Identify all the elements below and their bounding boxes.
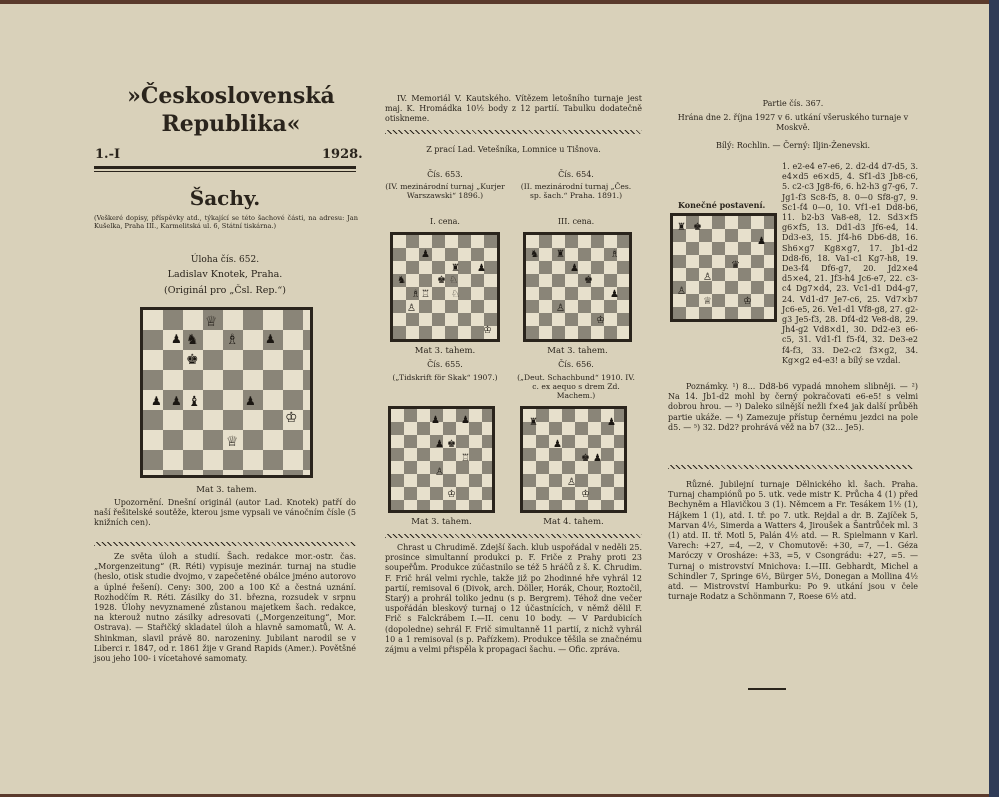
game-info: Hrána dne 2. října 1927 v 6. utkání všeruského turnaje v Moskvě. <box>677 113 909 133</box>
black-knight-icon: ♞ <box>186 332 199 348</box>
problem-653-prize: I. cena. <box>430 217 460 226</box>
address-note: (Veškeré dopisy, příspěvky atd., týkající se této šachové části, na adresu: Jan Kušelka, Praha III., Karmelitská ul. 6, Státní tiskárna.) <box>94 214 358 230</box>
from-works-heading: Z prací Lad. Vetešníka, Lomnice u Tišnova. <box>426 145 601 154</box>
header-rule-thin <box>94 171 356 172</box>
problem-654-prize: III. cena. <box>557 217 595 226</box>
game-moves: 1. e2-e4 e7-e6, 2. d2-d4 d7-d5, 3. e4×d5 e6×d5, 4. Sf1-d3 Jb8-c6, 5. c2-c3 Jg8-f6, 6. h2-h3 g7-g6, 7. Jg1-f3 Sc8-f5, 8. 0—0 Sf8-g7, 9. Sc1-f4 0—0, 10. Vf1-e1 Dd8-b6, 11. b2-b3 Va8-e8, 12. Sd3×f5 g6×f5, 13. Dd1-d3 Jf6-e4, 14. Dd3-e3, 15. Jf4-h6 Db6-d8, 16. Sh6×g7 Kg8×g7, 17. Jb1-d2 Dd8-f6, 18. Va1-c1 Kg7-h8, 19. De3-f4 Df6-g7, 20. Jd2×e4 d5×e4, 21. Jf3-h4 Jc6-e7, 22. c3-c4 Dg7×d4, 23. Vc1-d1 Dd4-g7, 24. Vd1-d7 Je7-c6, 25. Vd7×b7 Jc6-e5, 26. Ve1-d1 Vf8-g8, 27. g2-g3 Je5-f3, 28. Df4-d2 Ve8-d8, 29. Jh4-g2 Vd8×d1, 30. Dd2-e3 e6-c5, 31. Vd1-f1 f5-f4, 32. De3-e2 f4-f3, 33. De2-c2 f3×g2, 34. Kg×g2 e4-e3! a bílý se vzdal. <box>782 162 918 365</box>
black-pawn-icon: ♟ <box>570 263 579 274</box>
black-king-icon: ♚ <box>437 275 446 286</box>
title-line-1: »Československá <box>127 83 335 109</box>
header-rule <box>94 166 356 169</box>
black-pawn-icon: ♟ <box>610 289 619 300</box>
problem-656-source: („Deut. Schachbund“ 1910. IV. c. ex aequo s drem Zd. Machem.) <box>517 373 635 400</box>
white-knight-icon: ♘ <box>451 289 460 300</box>
white-rook-icon: ♖ <box>421 289 430 300</box>
black-pawn-icon: ♟ <box>151 394 162 408</box>
white-king-icon: ♔ <box>447 489 456 500</box>
black-pawn-icon: ♟ <box>421 249 430 260</box>
black-pawn-icon: ♟ <box>435 439 444 450</box>
problem-652-origin: (Originál pro „Čsl. Rep.“) <box>164 285 286 296</box>
final-position-label: Konečné postavení. <box>678 200 766 210</box>
chess-diagram-652 <box>140 307 313 478</box>
white-pawn-icon: ♙ <box>556 303 565 314</box>
black-knight-icon: ♞ <box>530 249 539 260</box>
white-king-icon: ♔ <box>596 315 605 326</box>
separator-wave <box>668 465 913 469</box>
black-king-icon: ♚ <box>693 222 702 233</box>
white-queen-icon: ♕ <box>703 296 712 307</box>
separator-wave <box>385 130 642 134</box>
white-king-icon: ♔ <box>285 410 298 426</box>
problem-654-caption: Mat 3. tahem. <box>547 346 608 356</box>
book-cover-edge <box>989 0 999 797</box>
chess-diagram-653 <box>390 232 500 342</box>
white-knight-icon: ♘ <box>449 275 458 286</box>
separator-wave <box>385 534 642 538</box>
chess-diagram-654 <box>523 232 632 342</box>
white-king-icon: ♔ <box>483 325 492 336</box>
game-number: Partie čís. 367. <box>762 99 824 108</box>
black-rook-icon: ♜ <box>451 263 460 274</box>
white-bishop-icon: ♗ <box>226 332 239 348</box>
title-line-2: Republika« <box>161 111 301 137</box>
chess-diagram-655 <box>388 406 495 513</box>
problem-652-number: Úloha čís. 652. <box>190 255 260 265</box>
section-heading: Šachy. <box>189 186 261 210</box>
problem-653-source: (IV. mezinárodní turnaj „Kurjer Warszawski“ 1896.) <box>385 182 505 200</box>
black-rook-icon: ♜ <box>677 222 686 233</box>
problem-655-caption: Mat 3. tahem. <box>411 517 472 527</box>
end-ornament <box>748 688 786 690</box>
black-bishop-icon: ♝ <box>188 394 201 410</box>
black-pawn-icon: ♟ <box>553 439 562 450</box>
black-pawn-icon: ♟ <box>477 263 486 274</box>
black-pawn-icon: ♟ <box>461 415 470 426</box>
white-queen-icon: ♕ <box>226 434 239 450</box>
black-pawn-icon: ♟ <box>245 394 256 408</box>
black-pawn-icon: ♟ <box>607 417 616 428</box>
black-rook-icon: ♜ <box>529 417 538 428</box>
white-rook-icon: ♖ <box>461 453 470 464</box>
chess-diagram-656 <box>520 406 627 513</box>
ruzne-paragraph: Různé. Jubilejní turnaje Dělnického kl. šach. Praha. Turnaj champiónů po 5. utk. vede mistr K. Průcha 4 (1) před Bechyněm a Hlavičkou 3 (1). Němcem a Fr. Tesákem 1½ (1), Hájkem 1 (1), atd. I. tř. po 7. utk. Rejdal a dr. B. Zajíček 5, Marvan 4½, Simerda a Watters 4, Jiroušek a Šantrůček ml. 3 (1) atd. II. tř. Motl 5, Palán 4½ atd. — R. Spielmann v Karl. Varech: +27, =4, —2, v Chomutově: +30, =7, —1. Géza Maróczy v Orosháze: +33, =5, v Csongrádu: +27, =5. — Turnaj o mistrovství Mnichova: I.—III. Gebhardt, Michel a Schindler 7, Springe 6½, Bürger 5½, Donegan a Mollina 4½ atd. — Mistrovství Hamburku: Po 9. utkání jsou v čele turnaje Rodatz a Schönmann 7, Roese 6½ atd. <box>668 480 918 602</box>
problem-656-caption: Mat 4. tahem. <box>543 517 604 527</box>
chrast-paragraph: Chrast u Chrudimě. Zdejší šach. klub uspořádal v neděli 25. prosince simultanní produkci p. F. Friče z Prahy proti 23 soupeřům. Produkce zúčastnilo se též 5 hráčů z š. K. Chrudim. F. Frič hrál velmi rychle, takže již po 2hodinné hře vyhrál 12 partií, remisoval 6 (Divok, arch. Döller, Horák, Chour, Roztočil, Starý) a prohrál toliko jednu (s p. Bergrem). Téhož dne večer uspořádán bleskový turnaj o 12 účastnících, v němž dělil F. Frič s Falckrábem I.—II. cenu 10 body. — V Pardubicích (dopoledne) sehrál F. Frič simultanně 11 partií, z nichž vyhrál 10 a 1 remisoval (s p. Pařízkem). Produkce těšila se značnému zájmu a velmi přispěla k propagaci šachu. — Ofic. zpráva. <box>385 543 642 655</box>
memorial-paragraph: IV. Memoriál V. Kautského. Vítězem letošního turnaje jest maj. K. Hromádka 10½ body z 12 partií. Tabulku dodatečně otiskneme. <box>385 94 642 124</box>
black-pawn-icon: ♟ <box>265 332 276 346</box>
notes-paragraph: Poznámky. ¹) 8... Dd8-b6 vypadá mnohem slibněji. — ²) Na 14. Jb1-d2 mohl by černý pokračovati e6-e5! s velmi dobrou hrou. — ³) Daleko silnější nežli f×e4 jak další průběh partie ukáže. — ⁴) Zamezuje přístup černému jezdci na pole d5. — ⁵) 32. Dd2? prohrává věž na b7 (32... Je5). <box>668 382 918 432</box>
problem-653-number: Čís. 653. <box>427 170 463 179</box>
newspaper-title <box>96 82 366 138</box>
white-bishop-icon: ♗ <box>610 249 619 260</box>
issue-number: 1.-I <box>95 147 121 162</box>
white-king-icon: ♔ <box>743 296 752 307</box>
white-pawn-icon: ♙ <box>677 286 686 297</box>
notice-paragraph: Upozornění. Dnešní originál (autor Lad. Knotek) patří do naší řešitelské soutěže, kterou jsme vypsali ve vánočním čísle (5 knižních cen). <box>94 498 356 528</box>
black-queen-icon: ♛ <box>731 260 740 271</box>
black-knight-icon: ♞ <box>397 275 406 286</box>
black-pawn-icon: ♟ <box>171 394 182 408</box>
problem-653-caption: Mat 3. tahem. <box>414 346 476 356</box>
black-pawn-icon: ♟ <box>171 332 182 346</box>
news-paragraph: Ze světa úloh a studií. Šach. redakce mor.-ostr. čas. „Morgenzeitung“ (R. Réti) vypisuje mezinár. turnaj na studie (heslo, otisk studie dvojmo, v zapečetěné obálce jméno autorovo a úplné řešení). Ceny: 300, 200 a 100 Kč a čestná uznání. Rozhodčím R. Réti. Zásilky do 31. března, rozsudek v srpnu 1928. Úlohy nevyznamené zůstanou majetkem šach. redakce, na kterouž nutno zásilky adresovati („Morgenzeitung“, Mor. Ostrava). — Stařičký skladatel úloh a hlavně samomatů, W. A. Shinkman, slavil právě 80. narozeniny. Jubilant narodil se v Liberci r. 1847, od r. 1861 žije v Grand Rapids (Amer.). Povětšné jsou jeho 100- i vícetahové samomaty. <box>94 552 356 664</box>
black-king-icon: ♚ <box>584 275 593 286</box>
separator-wave <box>94 542 356 546</box>
problem-654-source: (II. mezinárodní turnaj „Čes. sp. šach.“ Praha. 1891.) <box>520 182 632 200</box>
problem-652-author: Ladislav Knotek, Praha. <box>167 269 283 280</box>
problem-656-number: Čís. 656. <box>558 360 594 369</box>
issue-year: 1928. <box>322 147 363 162</box>
white-pawn-icon: ♙ <box>567 477 576 488</box>
problem-655-source: („Tidskrift för Skak“ 1907.) <box>392 373 498 382</box>
black-pawn-icon: ♟ <box>593 453 602 464</box>
black-pawn-icon: ♟ <box>757 236 766 247</box>
black-king-icon: ♚ <box>447 439 456 450</box>
black-pawn-icon: ♟ <box>431 415 440 426</box>
black-king-icon: ♚ <box>186 352 199 368</box>
white-pawn-icon: ♙ <box>435 467 444 478</box>
black-king-icon: ♚ <box>581 453 590 464</box>
game-players: Bílý: Rochlin. — Černý: Iljin-Ženevski. <box>715 141 871 150</box>
white-pawn-icon: ♙ <box>407 303 416 314</box>
book-page <box>0 4 999 794</box>
problem-652-caption: Mat 3. tahem. <box>196 485 257 495</box>
white-king-icon: ♔ <box>581 489 590 500</box>
black-rook-icon: ♜ <box>556 249 565 260</box>
white-queen-icon: ♕ <box>205 314 218 330</box>
white-pawn-icon: ♙ <box>703 272 712 283</box>
problem-655-number: Čís. 655. <box>427 360 463 369</box>
problem-654-number: Čís. 654. <box>558 170 594 179</box>
white-bishop-icon: ♗ <box>411 289 420 300</box>
